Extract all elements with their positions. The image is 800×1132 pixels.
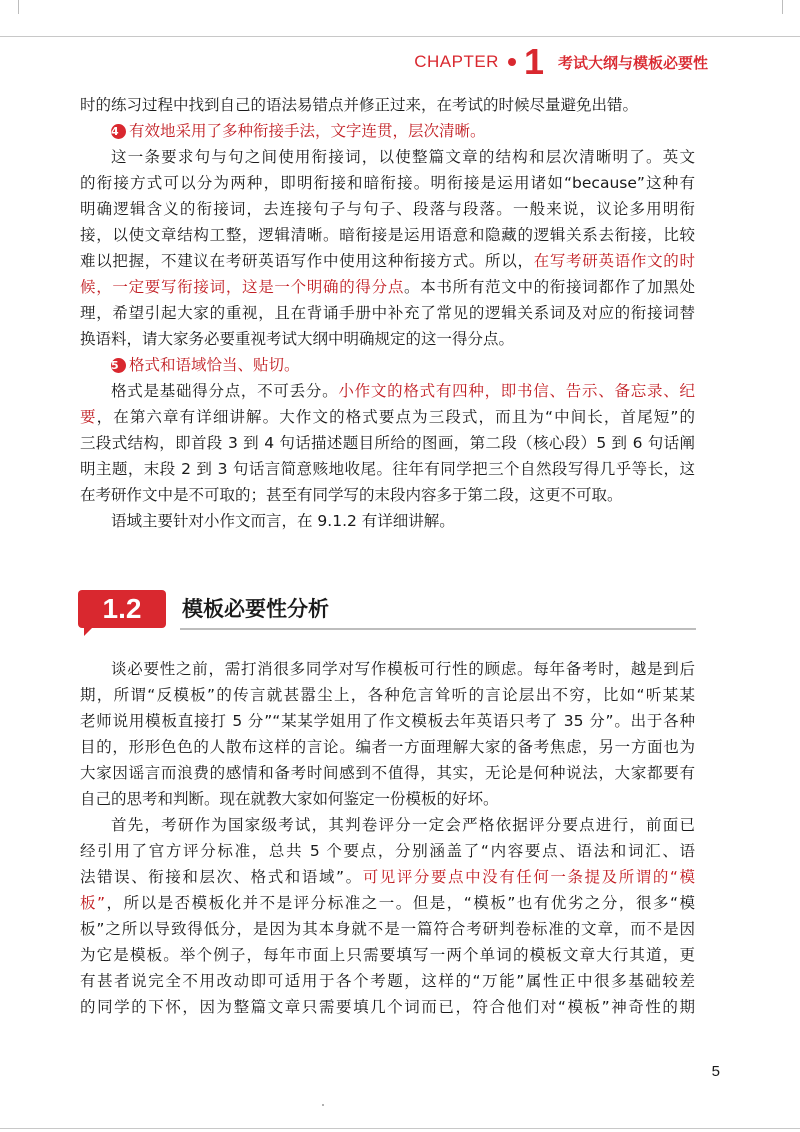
text-line: 板”之所以导致得低分，是因为其本身就不是一篇符合考研判卷标准的文章，而不是因 bbox=[80, 920, 695, 938]
emphasis-text: 可见评分要点中没有任何一条提及所谓的“模 bbox=[362, 868, 695, 886]
section-rule bbox=[180, 628, 696, 630]
header-rule bbox=[0, 36, 800, 37]
emphasis-text: 小作文的格式有四种，即书信、告示、备忘录、纪 bbox=[338, 382, 695, 400]
emphasis-text: 要 bbox=[80, 408, 97, 426]
text-line: 的衔接方式可以分为两种，即明衔接和暗衔接。明衔接是运用诸如“because”这种有 bbox=[80, 174, 695, 192]
text-line: 时的练习过程中找到自己的语法易错点并修正过来，在考试的时候尽量避免出错。 bbox=[80, 96, 639, 114]
text-line: 换语料，请大家务必要重视考试大纲中明确规定的这一得分点。 bbox=[80, 330, 515, 348]
crop-mark-left bbox=[18, 0, 19, 14]
text-line: 首先，考研作为国家级考试，其判卷评分一定会严格依据评分要点进行，前面已 bbox=[111, 816, 695, 834]
text-line bbox=[80, 378, 695, 404]
text-span: 难以把握，不建议在考研英语写作中使用这种衔接方式。所以， bbox=[80, 252, 534, 270]
emphasis-text: 板” bbox=[80, 894, 106, 912]
text-line: 这一条要求句与句之间使用衔接词，以使整篇文章的结构和层次清晰明了。英文 bbox=[111, 148, 695, 166]
text-line: 的同学的下怀，因为整篇文章只需要填几个词而已，符合他们对“模板”神奇性的期 bbox=[80, 998, 695, 1016]
text-line bbox=[80, 404, 695, 430]
text-line bbox=[80, 890, 695, 916]
text-line: 有甚者说完全不用改动即可适用于各个考题，这样的“万能”属性正中很多基础较差 bbox=[80, 972, 695, 990]
speech-tail-icon bbox=[84, 626, 94, 636]
emphasis-text: 在写考研英语作文的时 bbox=[533, 252, 695, 270]
chapter-dot-icon bbox=[508, 58, 516, 66]
criterion-item-4 bbox=[80, 118, 695, 144]
section-number-badge: 1.2 bbox=[78, 590, 166, 628]
chapter-title: 考试大纲与模板必要性 bbox=[557, 53, 708, 72]
section-heading bbox=[78, 590, 696, 640]
scan-speck bbox=[322, 1104, 324, 1106]
page-number: 5 bbox=[711, 1063, 720, 1080]
footer-rule bbox=[0, 1128, 800, 1129]
text-line bbox=[80, 274, 695, 300]
body-block-top bbox=[80, 92, 695, 534]
paragraph-continued bbox=[80, 92, 695, 118]
text-span: 。本书所有范文中的衔接词都作了加黑处 bbox=[404, 278, 695, 296]
text-line: 在考研作文中是不可取的；甚至有同学写的末段内容多于第二段，这更不可取。 bbox=[80, 486, 623, 504]
section-title: 模板必要性分析 bbox=[182, 597, 329, 621]
chapter-label: CHAPTER bbox=[414, 52, 499, 71]
text-line: 理，希望引起大家的重视，且在背诵手册中补充了常见的逻辑关系词及对应的衔接词替 bbox=[80, 304, 695, 322]
text-line: 三段式结构，即首段 3 到 4 句话描述题目所给的图画，第二段（核心段）5 到 6 句话阐 bbox=[80, 434, 695, 452]
text-span: 法错误、衔接和层次、格式和语域”。 bbox=[80, 868, 363, 886]
criterion-text: 格式和语域恰当、贴切。 bbox=[129, 356, 300, 374]
number-badge-icon: 5 bbox=[111, 358, 126, 373]
text-line: 期，所谓“反模板”的传言就甚嚣尘上，各种危言耸听的言论层出不穷，比如“听某某 bbox=[80, 686, 695, 704]
text-line: 谈必要性之前，需打消很多同学对写作模板可行性的顾虑。每年备考时，越是到后 bbox=[111, 660, 695, 678]
text-span: 格式是基础得分点，不可丢分。 bbox=[111, 382, 339, 400]
text-line: 经引用了官方评分标准，总共 5 个要点，分别涵盖了“内容要点、语法和词汇、语 bbox=[80, 842, 695, 860]
text-line: 接，以使文章结构工整，逻辑清晰。暗衔接是运用语意和隐藏的逻辑关系去衔接，比较 bbox=[80, 226, 695, 244]
text-span: ，所以是否模板化并不是评分标准之一。但是，“模板”也有优劣之分，很多“模 bbox=[105, 894, 696, 912]
criterion-text: 有效地采用了多种衔接手法，文字连贯，层次清晰。 bbox=[129, 122, 486, 140]
chapter-header bbox=[414, 41, 708, 82]
text-line: 明主题，末段 2 到 3 句话言简意赅地收尾。往年有同学把三个自然段写得几乎等长，这 bbox=[80, 460, 695, 478]
text-line: 目的，形形色色的人散布这样的言论。编者一方面理解大家的备考焦虑，另一方面也为 bbox=[80, 738, 695, 756]
emphasis-text: 候，一定要写衔接词，这是一个明确的得分点 bbox=[80, 278, 405, 296]
text-line: 明确逻辑含义的衔接词，去连接句子与句子、段落与段落。一般来说，议论多用明衔 bbox=[80, 200, 695, 218]
text-line bbox=[80, 248, 695, 274]
criterion-item-5 bbox=[80, 352, 695, 378]
body-block-bottom bbox=[80, 656, 695, 1020]
crop-mark-right bbox=[782, 0, 783, 14]
text-line: 大家因谣言而浪费的感情和备考时间感到不值得，其实，无论是何种说法，大家都要有 bbox=[80, 764, 695, 782]
text-line: 语域主要针对小作文而言，在 9.1.2 有详细讲解。 bbox=[111, 512, 455, 530]
text-line: 自己的思考和判断。现在就教大家如何鉴定一份模板的好坏。 bbox=[80, 790, 499, 808]
text-line: 为它是模板。举个例子，每年市面上只需要填写一两个单词的模板文章大行其道，更 bbox=[80, 946, 695, 964]
number-badge-icon: 4 bbox=[111, 124, 126, 139]
chapter-number: 1 bbox=[523, 41, 544, 82]
text-line bbox=[80, 864, 695, 890]
text-line: 老师说用模板直接打 5 分”“某某学姐用了作文模板去年英语只考了 35 分”。出于各种 bbox=[80, 712, 695, 730]
text-span: ，在第六章有详细讲解。大作文的格式要点为三段式，而且为“中间长，首尾短”的 bbox=[96, 408, 695, 426]
